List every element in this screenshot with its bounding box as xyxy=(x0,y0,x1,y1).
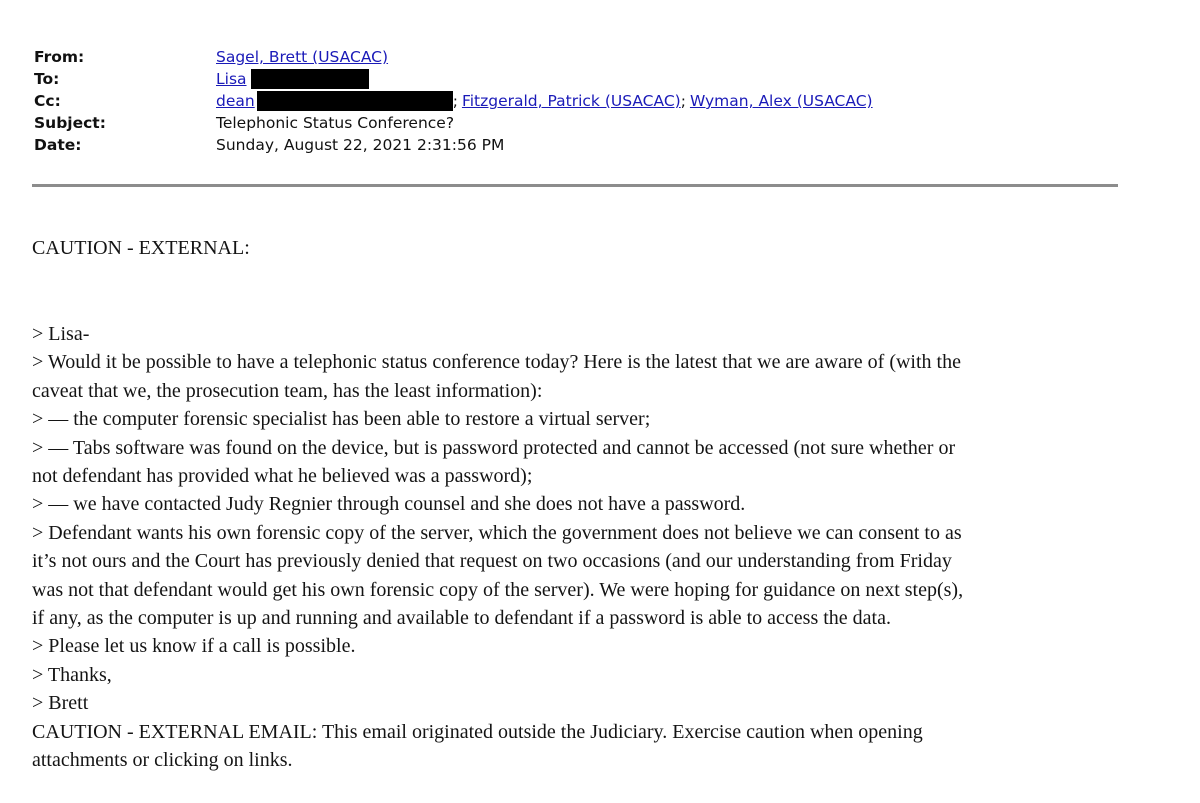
body-line: > Thanks, xyxy=(32,663,112,686)
body-line: > — Tabs software was found on the device, but is password protected and cannot be accessed (not sure whether or xyxy=(32,436,956,459)
cc-separator: ; xyxy=(452,92,458,110)
body-line: caveat that we, the prosecution team, has the least information): xyxy=(32,379,543,402)
cc-row xyxy=(34,90,1120,112)
caution-footer-line: attachments or clicking on links. xyxy=(32,749,293,772)
date-value: Sunday, August 22, 2021 2:31:56 PM xyxy=(216,136,505,154)
subject-row xyxy=(34,112,1120,134)
body-line: if any, as the computer is up and running and available to defendant if a password is able to access the data. xyxy=(32,607,891,630)
body-line: > — we have contacted Judy Regnier through counsel and she does not have a password. xyxy=(32,493,746,516)
cc-value xyxy=(216,90,1120,112)
to-row xyxy=(34,68,1120,90)
body-line: > Defendant wants his own forensic copy of the server, which the government does not believe we can consent to as xyxy=(32,521,962,544)
header-divider xyxy=(32,184,1118,187)
subject-value: Telephonic Status Conference? xyxy=(216,114,455,132)
caution-footer-line: CAUTION - EXTERNAL EMAIL: This email originated outside the Judiciary. Exercise caution when opening xyxy=(32,720,923,743)
email-header xyxy=(34,46,1120,156)
redaction-box xyxy=(257,91,453,111)
date-row xyxy=(34,134,1120,156)
subject-label: Subject: xyxy=(34,114,106,132)
to-label: To: xyxy=(34,70,60,88)
body-line: > Please let us know if a call is possible. xyxy=(32,635,356,658)
recipient-link[interactable]: Lisa xyxy=(216,70,247,88)
body-line: > — the computer forensic specialist has been able to restore a virtual server; xyxy=(32,408,651,431)
redaction-box xyxy=(251,69,369,89)
body-line: was not that defendant would get his own forensic copy of the server). We were hoping for guidance on next step(s), xyxy=(32,578,964,601)
date-label: Date: xyxy=(34,136,82,154)
from-value xyxy=(216,46,1120,68)
cc-recipient-1-link[interactable]: dean xyxy=(216,92,255,110)
sender-link[interactable]: Sagel, Brett (USACAC) xyxy=(216,48,389,66)
body-line: > Lisa- xyxy=(32,323,90,345)
cc-recipient-2-link[interactable]: Fitzgerald, Patrick (USACAC) xyxy=(461,92,681,110)
body-line: > Brett xyxy=(32,692,89,715)
body-line: not defendant has provided what he believed was a password); xyxy=(32,465,533,488)
cc-recipient-3-link[interactable]: Wyman, Alex (USACAC) xyxy=(689,92,873,110)
caution-header: CAUTION - EXTERNAL: xyxy=(32,237,250,259)
cc-label: Cc: xyxy=(34,92,61,110)
message-body xyxy=(32,320,1132,775)
to-value xyxy=(216,68,1120,90)
body-line: > Would it be possible to have a telephonic status conference today? Here is the latest that we are aware of (with the xyxy=(32,351,961,374)
cc-separator: ; xyxy=(680,92,686,110)
from-label: From: xyxy=(34,48,85,66)
body-line: it’s not ours and the Court has previously denied that request on two occasions (and our understanding from Friday xyxy=(32,550,952,573)
from-row xyxy=(34,46,1120,68)
